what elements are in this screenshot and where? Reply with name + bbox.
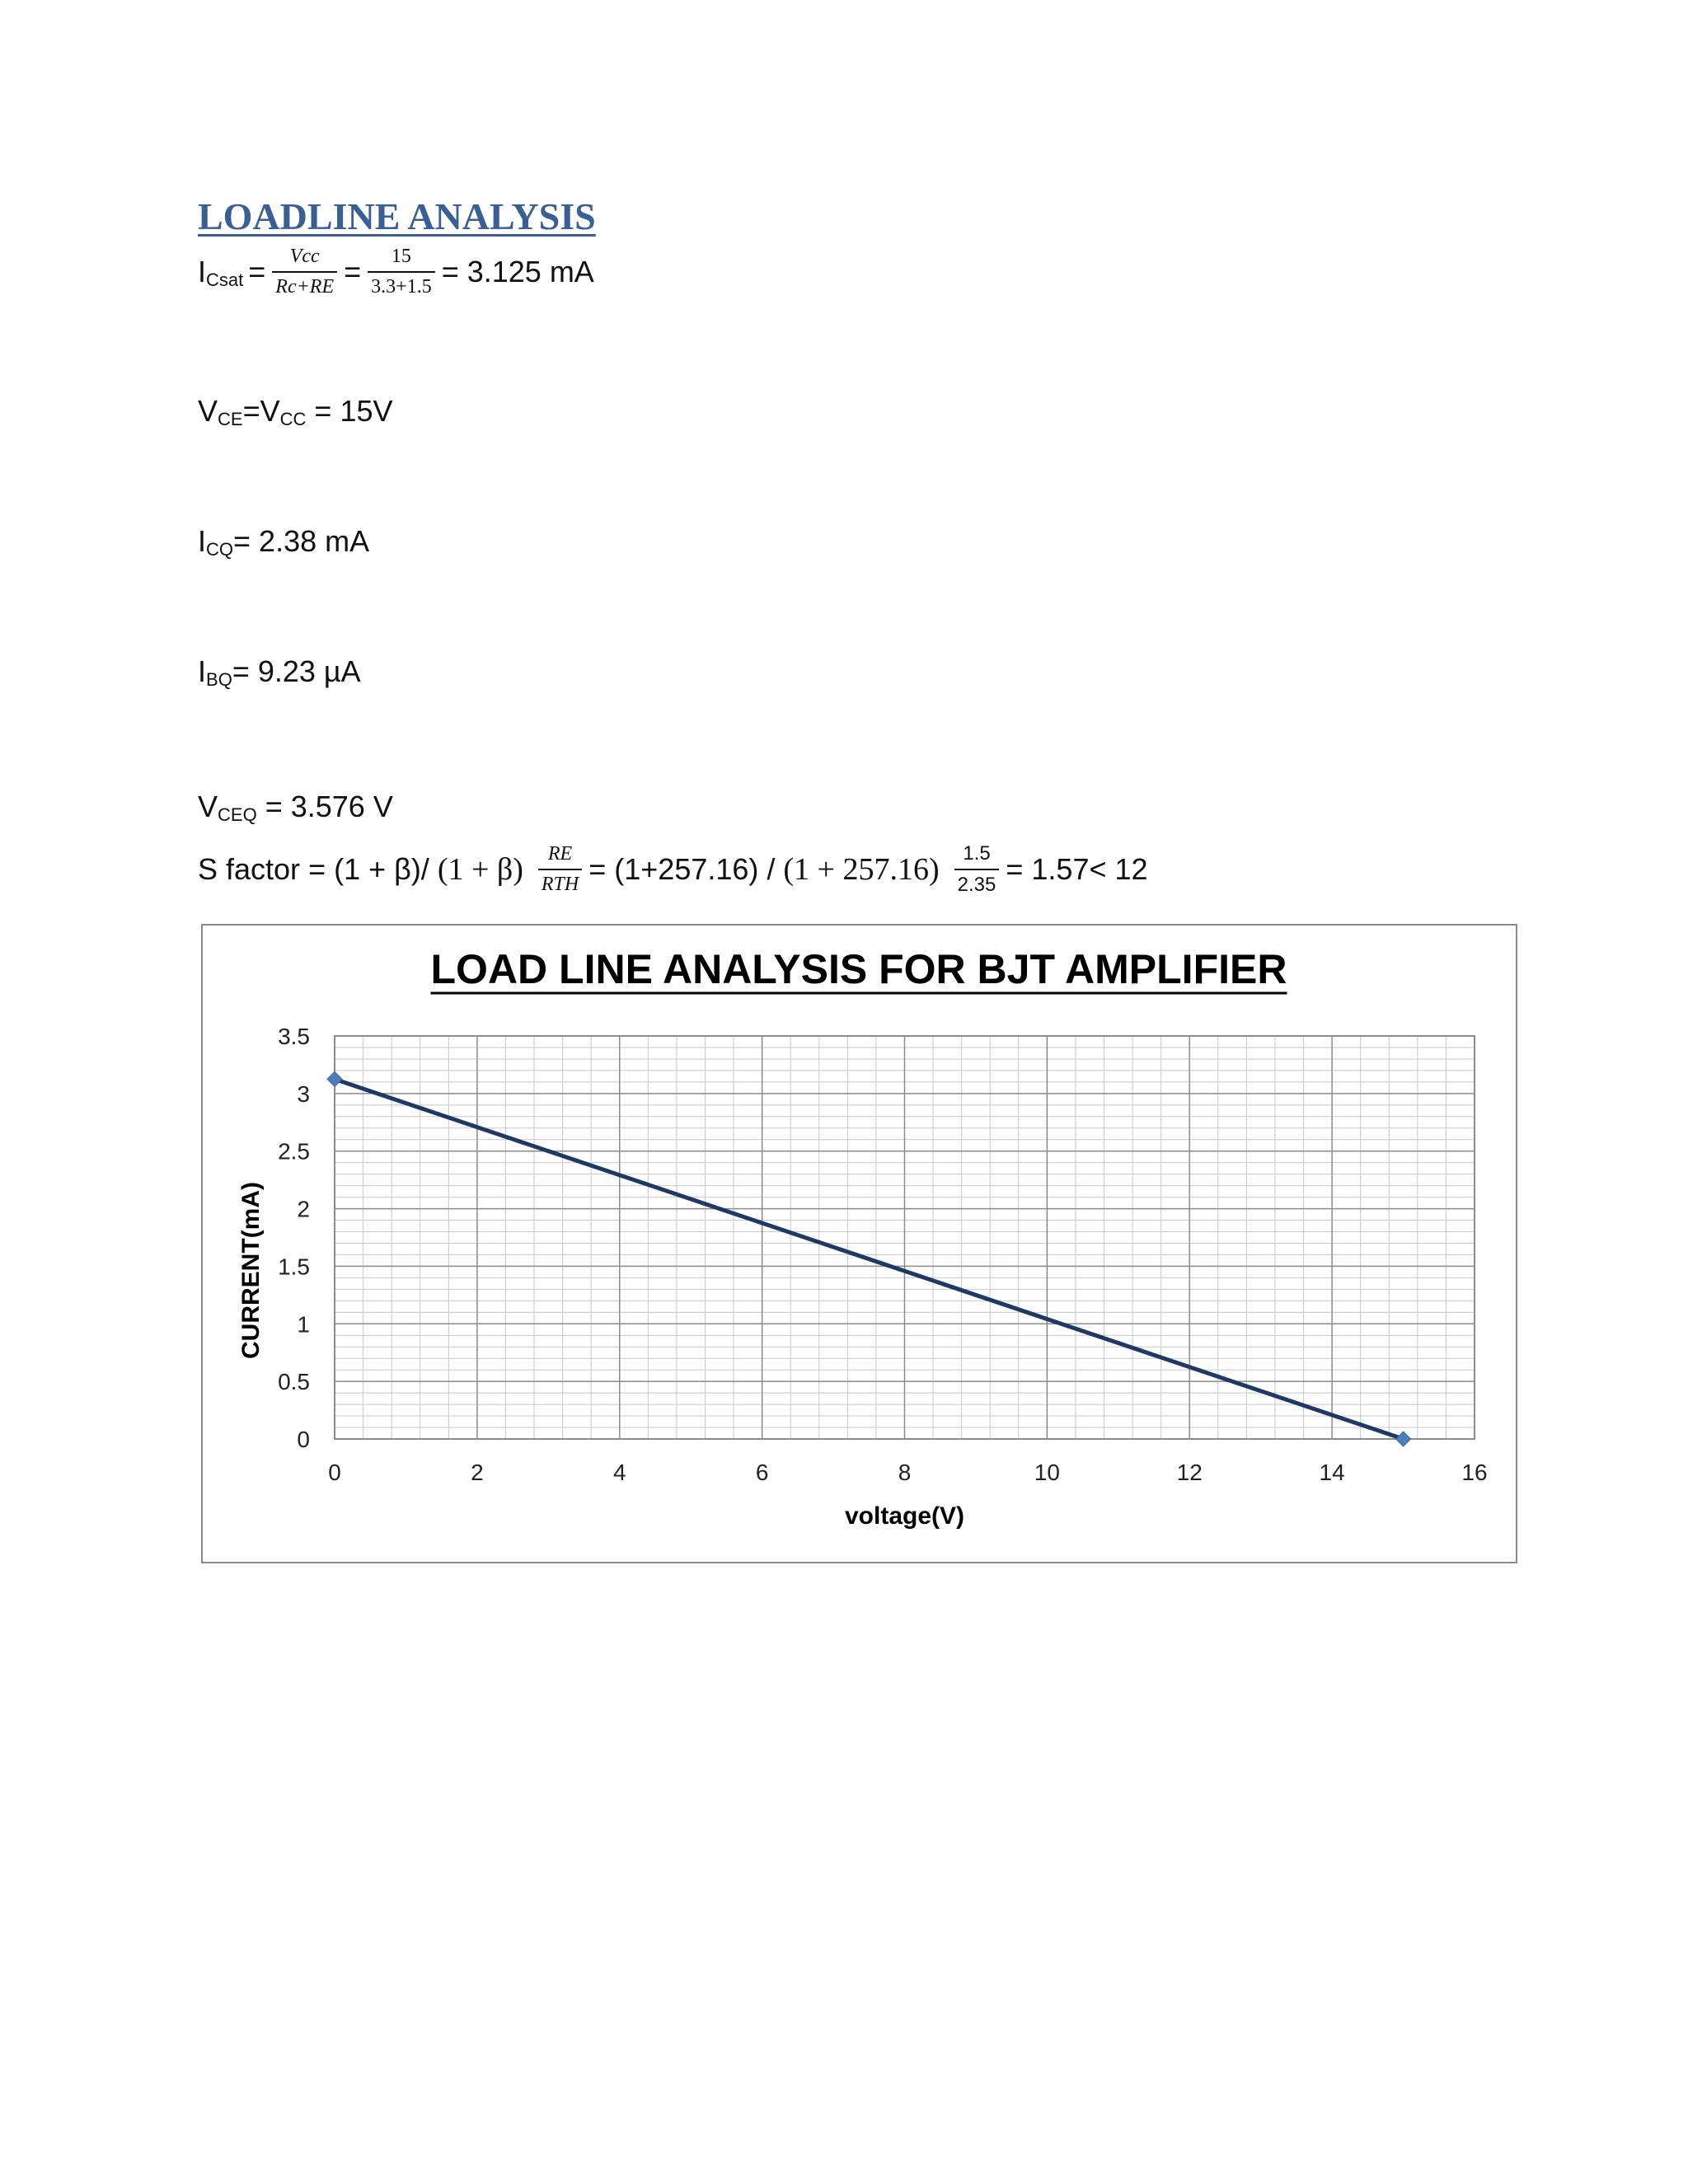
chart-y-axis-label: CURRENT(mA)	[237, 1182, 265, 1359]
eq-vce-subscript: CE	[218, 409, 243, 429]
fraction-bar	[272, 271, 337, 273]
fraction-numerator: 15	[391, 246, 411, 267]
eq-ibq-symbol: I	[198, 654, 207, 688]
fraction-bar	[538, 869, 582, 870]
x-tick-label: 16	[1461, 1460, 1488, 1485]
eq-icsat-fraction-2	[368, 246, 435, 298]
fraction-denominator: RTH	[541, 874, 579, 895]
x-tick-label: 4	[612, 1460, 626, 1485]
eq-vcc-subscript: CC	[279, 409, 307, 429]
page-heading: LOADLINE ANALYSIS	[198, 195, 596, 237]
fraction-denominator: 2.35	[957, 874, 996, 896]
chart-title: LOAD LINE ANALYSIS FOR BJT AMPLIFIER	[430, 946, 1287, 992]
fraction-bar	[954, 869, 1000, 870]
eq-s-factor-paren-2: (1 + 257.16)	[783, 852, 940, 887]
fraction-numerator: Vcc	[289, 246, 320, 267]
fraction-numerator: 1.5	[963, 842, 991, 865]
eq-vce-result: = 15V	[314, 394, 393, 428]
eq-icsat-result: = 3.125 mA	[441, 255, 594, 288]
x-tick-label: 8	[898, 1460, 912, 1485]
x-tick-label: 0	[328, 1460, 341, 1485]
eq-vce-symbol: V	[198, 394, 218, 428]
eq-icsat-equals: =	[248, 255, 266, 288]
y-tick-label: 3.5	[278, 1024, 310, 1049]
eq-ibq	[198, 654, 361, 689]
fraction-numerator: RE	[547, 843, 573, 865]
eq-ibq-subscript: BQ	[206, 669, 232, 690]
eq-s-factor-prefix: S factor = (1 + β)/	[198, 852, 429, 886]
y-tick-label: 1.5	[278, 1254, 310, 1280]
y-tick-label: 1	[297, 1311, 310, 1338]
x-tick-label: 2	[471, 1460, 484, 1485]
eq-s-factor	[198, 842, 1148, 897]
chart-x-axis-label: voltage(V)	[844, 1502, 965, 1530]
eq-icq-symbol: I	[198, 524, 207, 558]
data-point-marker	[327, 1071, 342, 1086]
chart-x-tick-labels	[328, 1460, 1487, 1485]
eq-vceq-symbol: V	[198, 790, 218, 823]
eq-vce	[198, 394, 393, 429]
eq-icsat	[198, 246, 594, 298]
x-tick-label: 10	[1034, 1460, 1060, 1485]
eq-ibq-result: = 9.23 µA	[232, 654, 361, 688]
chart-y-tick-labels	[278, 1024, 310, 1452]
y-tick-label: 2	[297, 1196, 310, 1222]
fraction-bar	[368, 271, 435, 273]
y-tick-label: 3	[297, 1080, 310, 1107]
y-tick-label: 2.5	[278, 1138, 310, 1165]
eq-vceq-subscript: CEQ	[218, 804, 257, 825]
eq-icsat-symbol: I	[198, 255, 207, 288]
eq-icq	[198, 524, 369, 559]
series-line	[335, 1079, 1404, 1439]
eq-s-factor-mid: = (1+257.16) /	[588, 852, 776, 886]
load-line-chart	[201, 924, 1517, 1563]
data-point-marker	[1396, 1432, 1411, 1446]
y-tick-label: 0.5	[278, 1369, 310, 1395]
x-tick-label: 12	[1176, 1460, 1203, 1485]
x-tick-label: 14	[1319, 1460, 1345, 1485]
eq-s-factor-fraction-2	[954, 842, 1000, 897]
eq-icsat-equals-2: =	[344, 255, 362, 288]
x-tick-label: 6	[755, 1460, 769, 1485]
eq-icq-result: = 2.38 mA	[233, 524, 370, 558]
eq-icq-subscript: CQ	[206, 539, 234, 560]
eq-icsat-fraction-1	[272, 246, 337, 298]
eq-s-factor-paren-1: (1 + β)	[437, 852, 523, 887]
eq-s-factor-result: = 1.57< 12	[1006, 852, 1148, 886]
load-line-chart-svg	[203, 926, 1516, 1562]
y-tick-label: 0	[297, 1427, 310, 1452]
fraction-denominator: 3.3+1.5	[371, 276, 432, 298]
eq-icsat-subscript: Csat	[206, 269, 244, 290]
eq-s-factor-fraction-1	[538, 843, 582, 896]
fraction-denominator: Rc+RE	[275, 276, 335, 298]
eq-vceq	[198, 790, 393, 824]
eq-vceq-result: = 3.576 V	[265, 790, 393, 823]
eq-vce-mid: =V	[242, 394, 280, 428]
